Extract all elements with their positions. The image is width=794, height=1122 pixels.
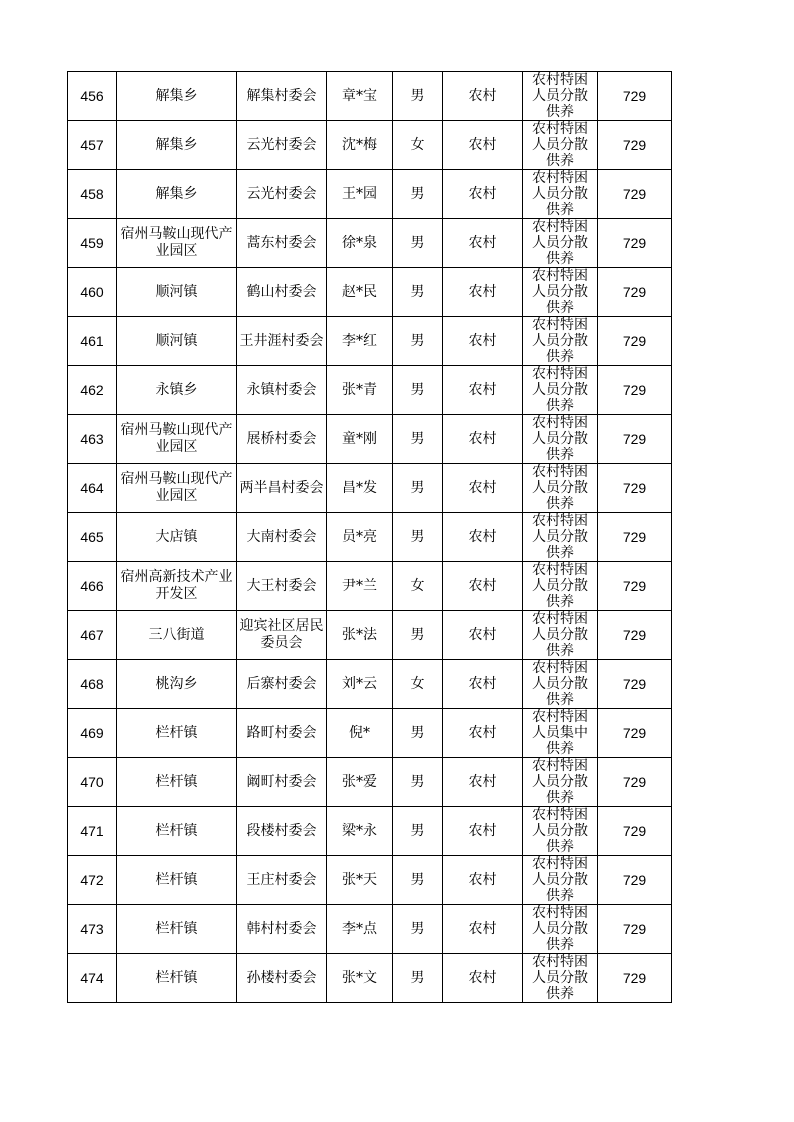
table-row [68,464,672,513]
table-row [68,660,672,709]
support-category-cell [523,464,598,513]
residence-type-cell: 农村 [443,121,523,170]
support-category-cell [523,72,598,121]
support-category-clip [523,562,597,610]
residence-type-cell: 农村 [443,660,523,709]
support-category-clip [523,709,597,757]
person-name-cell: 张*爱 [327,758,393,807]
benefit-amount-cell: 729 [598,954,672,1003]
gender-cell: 男 [393,905,443,954]
table-row [68,562,672,611]
support-category-cell [523,807,598,856]
residence-type-cell: 农村 [443,562,523,611]
table-row [68,513,672,562]
table-body [68,72,672,1003]
residence-type-cell: 农村 [443,317,523,366]
serial-number-cell: 471 [68,807,117,856]
benefit-amount-cell: 729 [598,268,672,317]
table-row [68,709,672,758]
village-committee-cell: 孙楼村委会 [237,954,327,1003]
table-row [68,366,672,415]
serial-number-cell: 463 [68,415,117,464]
benefit-amount-cell: 729 [598,464,672,513]
township-cell: 解集乡 [117,72,237,121]
serial-number-cell: 462 [68,366,117,415]
support-category-cell [523,121,598,170]
person-name-cell: 张*天 [327,856,393,905]
support-category-cell [523,611,598,660]
table-row [68,72,672,121]
support-category-clip [523,905,597,953]
support-category-clip [523,170,597,218]
support-category-clip [523,954,597,1002]
gender-cell: 男 [393,72,443,121]
support-category-cell [523,562,598,611]
gender-cell: 男 [393,709,443,758]
benefit-amount-cell: 729 [598,709,672,758]
serial-number-cell: 473 [68,905,117,954]
residence-type-cell: 农村 [443,709,523,758]
township-cell: 解集乡 [117,121,237,170]
relief-roster-table [67,71,672,1003]
serial-number-cell: 469 [68,709,117,758]
support-category-text: 农村特困人员分散供养 [532,513,588,561]
village-committee-cell: 阚町村委会 [237,758,327,807]
benefit-amount-cell: 729 [598,562,672,611]
support-category-text: 农村特困人员分散供养 [532,317,588,365]
serial-number-cell: 470 [68,758,117,807]
support-category-cell [523,366,598,415]
person-name-cell: 李*点 [327,905,393,954]
benefit-amount-cell: 729 [598,366,672,415]
benefit-amount-cell: 729 [598,317,672,366]
village-committee-cell: 两半昌村委会 [237,464,327,513]
support-category-text: 农村特困人员分散供养 [532,464,588,512]
serial-number-cell: 464 [68,464,117,513]
township-cell: 栏杆镇 [117,856,237,905]
residence-type-cell: 农村 [443,807,523,856]
village-committee-cell: 大王村委会 [237,562,327,611]
serial-number-cell: 467 [68,611,117,660]
support-category-clip [523,317,597,365]
benefit-amount-cell: 729 [598,905,672,954]
support-category-clip [523,415,597,463]
residence-type-cell: 农村 [443,72,523,121]
township-cell: 宿州高新技术产业开发区 [117,562,237,611]
benefit-amount-cell: 729 [598,121,672,170]
village-committee-cell: 鹤山村委会 [237,268,327,317]
table-row [68,121,672,170]
serial-number-cell: 465 [68,513,117,562]
residence-type-cell: 农村 [443,954,523,1003]
person-name-cell: 张*法 [327,611,393,660]
support-category-text: 农村特困人员分散供养 [532,219,588,267]
person-name-cell: 刘*云 [327,660,393,709]
serial-number-cell: 458 [68,170,117,219]
gender-cell: 男 [393,807,443,856]
person-name-cell: 尹*兰 [327,562,393,611]
table-row [68,611,672,660]
table-row [68,317,672,366]
support-category-cell [523,905,598,954]
village-committee-cell: 展桥村委会 [237,415,327,464]
gender-cell: 男 [393,219,443,268]
support-category-text: 农村特困人员分散供养 [532,268,588,316]
support-category-cell [523,268,598,317]
support-category-cell [523,709,598,758]
village-committee-cell: 蒿东村委会 [237,219,327,268]
gender-cell: 男 [393,317,443,366]
support-category-text: 农村特困人员集中供养 [532,709,588,757]
village-committee-cell: 解集村委会 [237,72,327,121]
support-category-text: 农村特困人员分散供养 [532,170,588,218]
support-category-clip [523,219,597,267]
support-category-cell [523,170,598,219]
support-category-text: 农村特困人员分散供养 [532,562,588,610]
serial-number-cell: 456 [68,72,117,121]
village-committee-cell: 段楼村委会 [237,807,327,856]
support-category-text: 农村特困人员分散供养 [532,611,588,659]
person-name-cell: 张*文 [327,954,393,1003]
table-row [68,758,672,807]
gender-cell: 男 [393,170,443,219]
serial-number-cell: 472 [68,856,117,905]
table-row [68,170,672,219]
township-cell: 宿州马鞍山现代产业园区 [117,219,237,268]
residence-type-cell: 农村 [443,366,523,415]
village-committee-cell: 云光村委会 [237,121,327,170]
residence-type-cell: 农村 [443,905,523,954]
township-cell: 宿州马鞍山现代产业园区 [117,464,237,513]
support-category-cell [523,856,598,905]
village-committee-cell: 王井涯村委会 [237,317,327,366]
gender-cell: 男 [393,758,443,807]
benefit-amount-cell: 729 [598,758,672,807]
residence-type-cell: 农村 [443,415,523,464]
support-category-clip [523,268,597,316]
table-row [68,954,672,1003]
support-category-clip [523,366,597,414]
support-category-clip [523,856,597,904]
township-cell: 宿州马鞍山现代产业园区 [117,415,237,464]
gender-cell: 男 [393,856,443,905]
person-name-cell: 倪* [327,709,393,758]
township-cell: 大店镇 [117,513,237,562]
table-row [68,905,672,954]
support-category-cell [523,954,598,1003]
serial-number-cell: 461 [68,317,117,366]
person-name-cell: 赵*民 [327,268,393,317]
serial-number-cell: 457 [68,121,117,170]
support-category-clip [523,758,597,806]
gender-cell: 女 [393,562,443,611]
township-cell: 栏杆镇 [117,807,237,856]
township-cell: 桃沟乡 [117,660,237,709]
township-cell: 解集乡 [117,170,237,219]
support-category-clip [523,611,597,659]
support-category-clip [523,660,597,708]
village-committee-cell: 永镇村委会 [237,366,327,415]
support-category-text: 农村特困人员分散供养 [532,366,588,414]
support-category-text: 农村特困人员分散供养 [532,415,588,463]
table-row [68,807,672,856]
township-cell: 栏杆镇 [117,758,237,807]
residence-type-cell: 农村 [443,268,523,317]
person-name-cell: 沈*梅 [327,121,393,170]
residence-type-cell: 农村 [443,758,523,807]
gender-cell: 男 [393,611,443,660]
township-cell: 栏杆镇 [117,954,237,1003]
support-category-cell [523,660,598,709]
serial-number-cell: 460 [68,268,117,317]
person-name-cell: 梁*永 [327,807,393,856]
gender-cell: 男 [393,954,443,1003]
benefit-amount-cell: 729 [598,513,672,562]
person-name-cell: 徐*泉 [327,219,393,268]
support-category-clip [523,807,597,855]
serial-number-cell: 474 [68,954,117,1003]
benefit-amount-cell: 729 [598,219,672,268]
person-name-cell: 童*刚 [327,415,393,464]
table-row [68,268,672,317]
village-committee-cell: 路町村委会 [237,709,327,758]
support-category-cell [523,219,598,268]
benefit-amount-cell: 729 [598,611,672,660]
table-row [68,415,672,464]
benefit-amount-cell: 729 [598,415,672,464]
table-row [68,219,672,268]
township-cell: 栏杆镇 [117,905,237,954]
gender-cell: 男 [393,513,443,562]
support-category-text: 农村特困人员分散供养 [532,660,588,708]
village-committee-cell: 迎宾社区居民委员会 [237,611,327,660]
person-name-cell: 王*园 [327,170,393,219]
person-name-cell: 李*红 [327,317,393,366]
township-cell: 顺河镇 [117,268,237,317]
residence-type-cell: 农村 [443,170,523,219]
table-row [68,856,672,905]
person-name-cell: 章*宝 [327,72,393,121]
support-category-cell [523,415,598,464]
benefit-amount-cell: 729 [598,660,672,709]
person-name-cell: 昌*发 [327,464,393,513]
residence-type-cell: 农村 [443,611,523,660]
serial-number-cell: 459 [68,219,117,268]
residence-type-cell: 农村 [443,513,523,562]
village-committee-cell: 后寨村委会 [237,660,327,709]
gender-cell: 女 [393,121,443,170]
residence-type-cell: 农村 [443,856,523,905]
gender-cell: 男 [393,464,443,513]
support-category-clip [523,121,597,169]
village-committee-cell: 云光村委会 [237,170,327,219]
support-category-text: 农村特困人员分散供养 [532,72,588,120]
serial-number-cell: 466 [68,562,117,611]
support-category-cell [523,758,598,807]
support-category-clip [523,464,597,512]
support-category-text: 农村特困人员分散供养 [532,954,588,1002]
support-category-text: 农村特困人员分散供养 [532,905,588,953]
gender-cell: 女 [393,660,443,709]
residence-type-cell: 农村 [443,464,523,513]
support-category-text: 农村特困人员分散供养 [532,758,588,806]
support-category-clip [523,72,597,120]
benefit-amount-cell: 729 [598,170,672,219]
village-committee-cell: 韩村村委会 [237,905,327,954]
township-cell: 三八街道 [117,611,237,660]
benefit-amount-cell: 729 [598,807,672,856]
support-category-cell [523,317,598,366]
township-cell: 栏杆镇 [117,709,237,758]
residence-type-cell: 农村 [443,219,523,268]
township-cell: 顺河镇 [117,317,237,366]
gender-cell: 男 [393,366,443,415]
support-category-text: 农村特困人员分散供养 [532,807,588,855]
support-category-text: 农村特困人员分散供养 [532,121,588,169]
township-cell: 永镇乡 [117,366,237,415]
village-committee-cell: 王庄村委会 [237,856,327,905]
benefit-amount-cell: 729 [598,856,672,905]
gender-cell: 男 [393,268,443,317]
person-name-cell: 张*青 [327,366,393,415]
support-category-cell [523,513,598,562]
support-category-clip [523,513,597,561]
village-committee-cell: 大南村委会 [237,513,327,562]
benefit-amount-cell: 729 [598,72,672,121]
serial-number-cell: 468 [68,660,117,709]
gender-cell: 男 [393,415,443,464]
person-name-cell: 员*亮 [327,513,393,562]
support-category-text: 农村特困人员分散供养 [532,856,588,904]
